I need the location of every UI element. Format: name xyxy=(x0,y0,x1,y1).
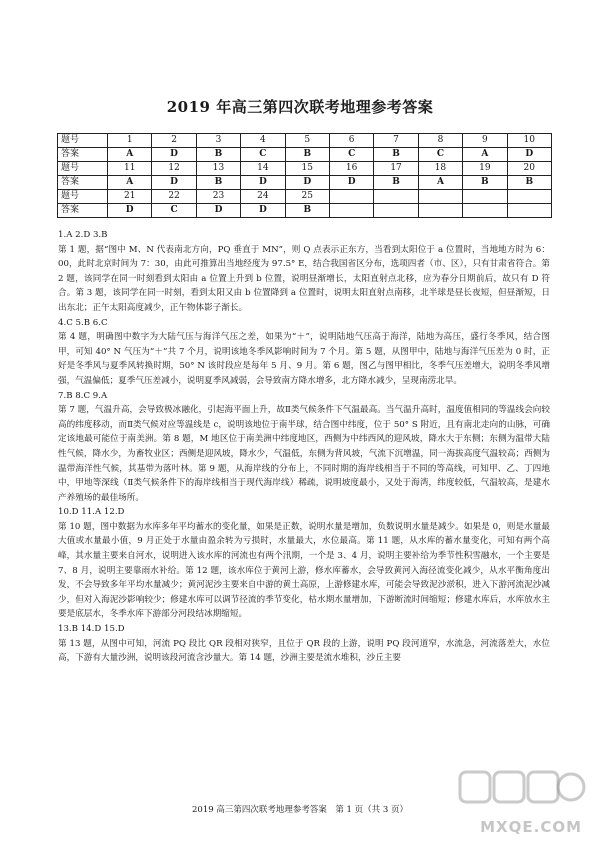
explanation-paragraph: 第 7 题，气温升高，会导致极冰融化，引起海平面上升，故Ⅱ类气候条件下气温最高。当气温升高时，温度值相同的等温线会向较高的纬度移动，而Ⅱ类气候对应等温线是 c，说明该地位于南半球，结合图中纬度，位于 50° S 附近，且有南北走向的山脉，可确定该地最可能位于南美洲。第 8 题，M 地区位于南美洲中纬度地区，西侧为中纬西风的迎风坡，降水大于东侧；东侧为温带大陆性气候，降水少，为畜牧业区；西侧是迎风坡，降水少，气温低，东侧为背风坡，气流下沉增温，同一海拔高度气温较高；西侧为温带海洋性气候，其基带为落叶林。第 9 题，从海岸线的分布上，不同时期的海岸线相当于不同的等高线，可知甲、乙、丁四地中，甲地等深线（Ⅱ类气候条件下的海岸线相当于现代海岸线）稀疏，说明坡度最小，又处于海湾，纬度较低，气温较高，是建水产养殖场的最佳场所。 xyxy=(58,405,550,503)
answer-line: 10.D 11.A 12.D xyxy=(58,507,125,518)
question-number-cell: 17 xyxy=(374,162,418,176)
explanation-paragraph: 第 4 题，明确图中数字为大陆气压与海洋气压之差，如果为“＋”，说明陆地气压高于海洋，陆地为高压，盛行冬季风，结合图甲，可知 40° N 气压为“＋”共 7 个月，说明该地冬季风影响时间为 7 个月。第 5 题，从图甲中，陆地与海洋气压差为 0 时，正好是冬季风与夏季风转换时期，50° N 该时段应是每年 5 月、9 月。第 6 题，图乙与图甲相比，冬季气压差增大，说明冬季风增强，气温偏低；夏季气压差减小，说明夏季风减弱，会导致南方降水增多，北方降水减少，呈现南涝北旱。 xyxy=(58,332,550,386)
question-number-cell xyxy=(329,190,373,204)
question-number-row xyxy=(58,190,552,204)
question-number-cell: 20 xyxy=(507,162,551,176)
question-number-cell: 21 xyxy=(108,190,152,204)
answer-cell: B xyxy=(196,148,240,162)
question-number-cell: 14 xyxy=(241,162,285,176)
answer-row xyxy=(58,176,552,190)
question-number-cell: 5 xyxy=(285,134,329,148)
row-header: 答案 xyxy=(58,204,108,218)
answer-line: 1.A 2.D 3.B xyxy=(58,230,108,240)
answer-cell: B xyxy=(196,176,240,190)
answer-line: 13.B 14.D 15.D xyxy=(58,624,125,635)
answer-cell: D xyxy=(329,176,373,190)
question-number-cell xyxy=(374,190,418,204)
question-number-cell: 6 xyxy=(329,134,373,148)
answer-cell: B xyxy=(374,148,418,162)
watermark-text: MXQE.COM xyxy=(480,818,582,836)
answer-cell: A xyxy=(463,148,507,162)
question-number-cell xyxy=(418,190,462,204)
answer-cell: A xyxy=(108,176,152,190)
explanation-body xyxy=(58,228,550,666)
answer-cell: D xyxy=(152,176,196,190)
page-footer: 2019 高三第四次联考地理参考答案 第 1 页（共 3 页） xyxy=(192,805,408,815)
row-header: 题号 xyxy=(58,134,108,148)
answer-cell: B xyxy=(507,176,551,190)
answer-cell: A xyxy=(418,176,462,190)
answer-cell xyxy=(418,204,462,218)
answer-cell: C xyxy=(418,148,462,162)
answer-cell: A xyxy=(108,148,152,162)
question-number-cell: 3 xyxy=(196,134,240,148)
page-title: 2019 年高三第四次联考地理参考答案 xyxy=(166,98,434,116)
answer-table xyxy=(57,133,552,218)
question-number-cell: 1 xyxy=(108,134,152,148)
row-header: 题号 xyxy=(58,162,108,176)
answer-cell: B xyxy=(374,176,418,190)
question-number-cell: 18 xyxy=(418,162,462,176)
answer-cell: D xyxy=(241,204,285,218)
answer-cell: C xyxy=(152,204,196,218)
question-number-cell: 25 xyxy=(285,190,329,204)
answer-cell xyxy=(463,204,507,218)
answer-cell: B xyxy=(285,204,329,218)
answer-cell xyxy=(374,204,418,218)
question-number-cell: 15 xyxy=(285,162,329,176)
row-header: 答案 xyxy=(58,176,108,190)
answer-cell: D xyxy=(241,176,285,190)
answer-line: 7.B 8.C 9.A xyxy=(58,390,108,401)
answer-cell: D xyxy=(152,148,196,162)
question-number-row xyxy=(58,162,552,176)
answer-cell xyxy=(329,204,373,218)
question-number-row xyxy=(58,134,552,148)
question-number-cell: 7 xyxy=(374,134,418,148)
question-number-cell xyxy=(463,190,507,204)
answer-line: 4.C 5.B 6.C xyxy=(58,317,108,328)
answer-cell xyxy=(507,204,551,218)
question-number-cell: 2 xyxy=(152,134,196,148)
question-number-cell: 24 xyxy=(241,190,285,204)
question-number-cell: 23 xyxy=(196,190,240,204)
question-number-cell: 8 xyxy=(418,134,462,148)
question-number-cell: 19 xyxy=(463,162,507,176)
answer-cell: D xyxy=(285,176,329,190)
question-number-cell: 11 xyxy=(108,162,152,176)
answer-cell: D xyxy=(196,204,240,218)
answer-cell: B xyxy=(285,148,329,162)
answer-cell: B xyxy=(463,176,507,190)
explanation-paragraph: 第 10 题，图中数据为水库多年平均蓄水的变化量，如果是正数，说明水量是增加，负数说明水量是减少。如果是 0，则是水量最大值或水量最小值，9 月正处于水量由盈余转为亏损时，水量最大，水位最高。第 11 题，从水库的蓄水量变化，可知有两个高峰，其水量主要来自河水，说明进入该水库的河流也有两个汛期，一个是 3、4 月，说明主要补给为季节性积雪融水，一个主要是 7、8 月，说明主要靠雨水补给。第 12 题，该水库位于黄河上游，修水库蓄水，会导致黄河入海径流变化减少，从水平衡角度出发，不会导致多年平均水量减少；黄河泥沙主要来自中游的黄土高原，上游修建水库，可能会导致泥沙淤积，进入下游河流泥沙减少，但对入海泥沙影响较少；修建水库可以调节径流的季节变化，枯水期水量增加，下游断流时间缩短；修建水库后，水库放水主要是底层水，冬季水库下游部分河段结冰期缩短。 xyxy=(58,521,550,620)
question-number-cell: 22 xyxy=(152,190,196,204)
answer-cell: D xyxy=(507,148,551,162)
question-number-cell xyxy=(507,190,551,204)
question-number-cell: 10 xyxy=(507,134,551,148)
question-number-cell: 4 xyxy=(241,134,285,148)
explanation-paragraph: 第 13 题，从图中可知，河流 PQ 段比 QR 段相对狭窄，且位于 QR 段的上游，说明 PQ 段河道窄，水流急，河流落差大，水位高，下游有大量沙洲，说明该段河流含沙量大。第 14 题，沙洲主要是流水堆积，沙丘主要 xyxy=(58,638,550,664)
row-header: 答案 xyxy=(58,148,108,162)
answer-row xyxy=(58,204,552,218)
answer-cell: C xyxy=(241,148,285,162)
question-number-cell: 12 xyxy=(152,162,196,176)
question-number-cell: 13 xyxy=(196,162,240,176)
row-header: 题号 xyxy=(58,190,108,204)
answer-row xyxy=(58,148,552,162)
answer-cell: C xyxy=(329,148,373,162)
answer-cell: D xyxy=(108,204,152,218)
question-number-cell: 9 xyxy=(463,134,507,148)
explanation-paragraph: 第 1 题，据“图中 M、N 代表南北方向，PQ 垂直于 MN”，则 Q 点表示正东方，当看到太阳位于 a 位置时，当地地方时为 6：00，此时北京时间为 7：30，由此可推算出当地经度为 97.5° E，结合我国省区分布，选项四者（市、区），只有甘肃省符合。第 2 题，该同学在同一时刻看到太阳由 a 位置上升到 b 位置，说明昼渐增长，太阳直射点北移，应为春分日期前后，故只有 D 符合。第 3 题，该同学在同一时刻，看到太阳又由 b 位置降到 a 位置时，说明太阳直射点南移，北半球是昼长夜短，但昼渐短，日出东北；正午太阳高度减少，正午物体影子渐长。 xyxy=(58,244,550,313)
question-number-cell: 16 xyxy=(329,162,373,176)
